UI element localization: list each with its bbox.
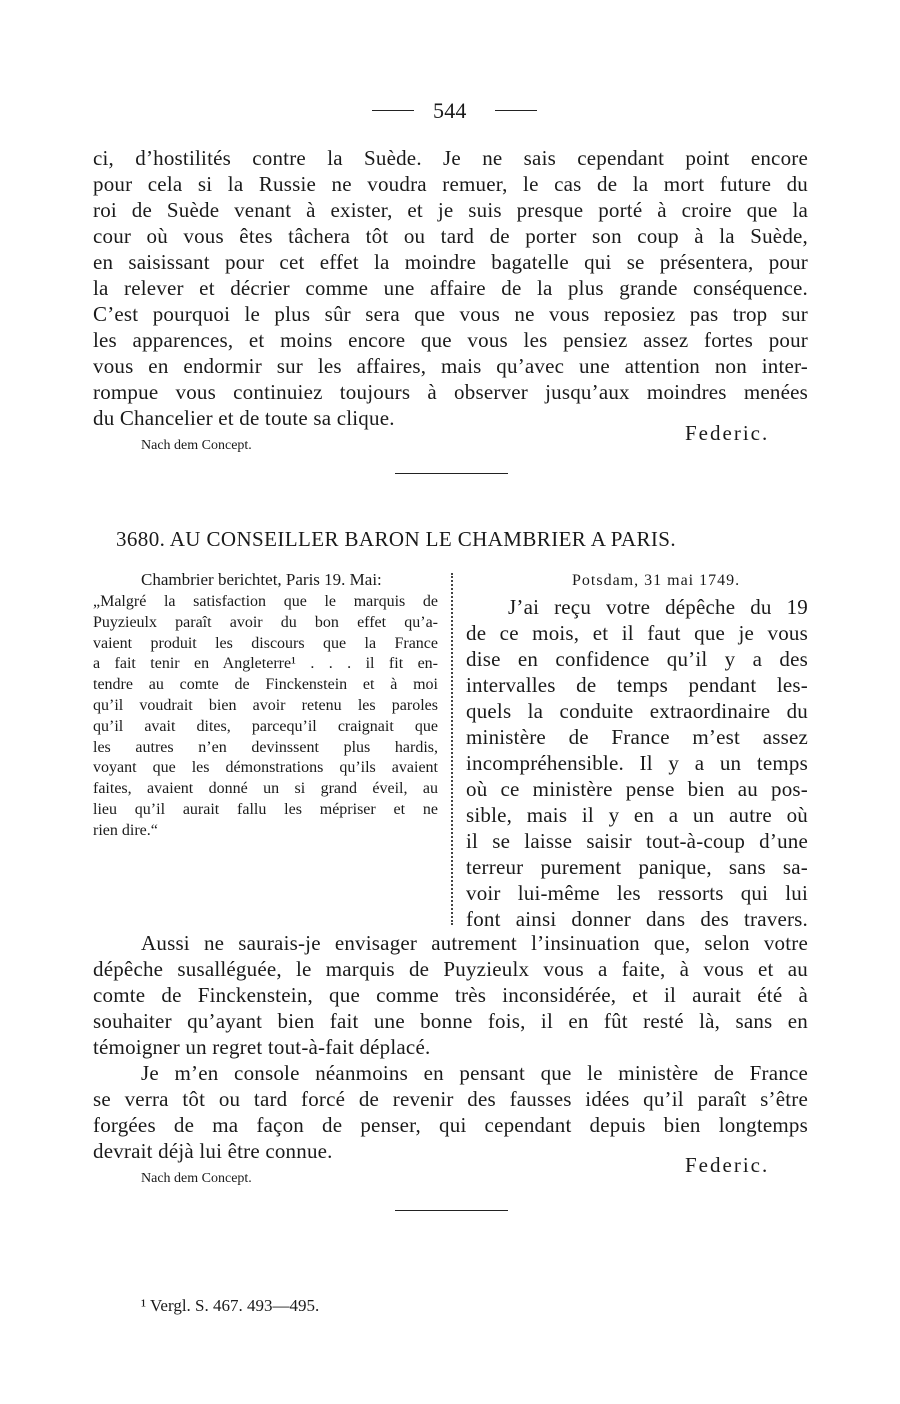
text-line: où ce ministère pense bien au pos- bbox=[466, 777, 808, 801]
note-line: lieu qu’il aurait fallu les mépriser et ne bbox=[93, 800, 438, 818]
column-separator bbox=[451, 573, 453, 925]
text-line: devrait déjà lui être connue. bbox=[93, 1139, 333, 1163]
text-line: témoigner un regret tout-à-fait déplacé. bbox=[93, 1035, 431, 1059]
text-line: vous en endormir sur les affaires, mais qu’avec une attention non inter- bbox=[93, 354, 808, 378]
note-line: a fait tenir en Angleterre¹ . . . il fit en- bbox=[93, 655, 438, 673]
text-line: ci, d’hostilités contre la Suède. Je ne sais cependant point encore bbox=[93, 146, 808, 170]
text-line: souhaiter qu’ayant bien fait une bonne fois, il en fût resté là, sans en bbox=[93, 1009, 808, 1033]
note-line: vaient produit les discours que la France bbox=[93, 634, 438, 652]
note-line: voyant que les démonstrations qu’ils avaient bbox=[93, 759, 438, 777]
text-line: il se laisse saisir tout-à-coup d’une bbox=[466, 829, 808, 853]
left-note bbox=[93, 568, 438, 842]
signature-federic: Federic. bbox=[685, 421, 770, 445]
text-line: voir lui-même les ressorts qui lui bbox=[466, 881, 808, 905]
paragraph-2 bbox=[93, 930, 808, 1060]
text-line: de ce mois, et il faut que je vous bbox=[466, 621, 808, 645]
text-line: quels la conduite extraordinaire du bbox=[466, 699, 808, 723]
right-column bbox=[466, 594, 808, 932]
note-line: Puyzieulx paraît avoir du bon effet qu’a- bbox=[93, 613, 438, 631]
concept-note: Nach dem Concept. bbox=[141, 1171, 252, 1186]
text-line: font ainsi donner dans des travers. bbox=[466, 907, 808, 931]
text-line: C’est pourquoi le plus sûr sera que vous ne vous reposiez pas trop sur bbox=[93, 302, 808, 326]
note-line: qu’il voudrait bien avoir retenu les paroles bbox=[93, 696, 438, 714]
text-line: pour cela si la Russie ne voudra remuer, le cas de la mort future du bbox=[93, 172, 808, 196]
text-line: J’ai reçu votre dépêche du 19 bbox=[508, 595, 808, 619]
text-line: dise en confidence qu’il y a des bbox=[466, 647, 808, 671]
note-line: rien dire.“ bbox=[93, 821, 158, 839]
note-line: les autres n’en devinssent plus hardis, bbox=[93, 738, 438, 756]
text-line: cour où vous êtes tâchera tôt ou tard de porter son coup à la Suède, bbox=[93, 224, 808, 248]
footnote: ¹ Vergl. S. 467. 493—495. bbox=[141, 1296, 320, 1315]
text-line: du Chancelier et de toute sa clique. bbox=[93, 406, 395, 430]
header-rule-right bbox=[495, 110, 537, 111]
paragraph-3 bbox=[93, 1060, 808, 1164]
note-line: „Malgré la satisfaction que le marquis de bbox=[93, 593, 438, 610]
letter-heading: 3680. AU CONSEILLER BARON LE CHAMBRIER A PARIS. bbox=[116, 527, 677, 551]
page-number: 544 bbox=[433, 98, 467, 123]
text-line: comte de Finckenstein, que comme très inconsidérée, et il aurait été à bbox=[93, 983, 808, 1007]
section-divider bbox=[395, 1210, 508, 1211]
text-line: en saisissant pour cet effet la moindre bagatelle qui se présentera, pour bbox=[93, 250, 808, 274]
text-line: terreur purement panique, sans sa- bbox=[466, 855, 808, 879]
top-paragraph bbox=[93, 145, 808, 431]
text-line: la relever et décrier comme une affaire de la plus grande conséquence. bbox=[93, 276, 808, 300]
text-line: les apparences, et moins encore que vous les pensiez assez fortes pour bbox=[93, 328, 808, 352]
text-line: intervalles de temps pendant les- bbox=[466, 673, 808, 697]
header-rule-left bbox=[372, 110, 414, 111]
text-line: sible, mais il y en a un autre où bbox=[466, 803, 808, 827]
note-line: Chambrier berichtet, Paris 19. Mai: bbox=[141, 570, 382, 589]
note-line: qu’il avait dites, parcequ’il craignait que bbox=[93, 717, 438, 735]
text-line: forgées de ma façon de penser, qui cependant depuis bien longtemps bbox=[93, 1113, 808, 1137]
text-line: incompréhensible. Il y a un temps bbox=[466, 751, 808, 775]
note-line: tendre au comte de Finckenstein et à moi bbox=[93, 676, 438, 694]
text-line: Je m’en console néanmoins en pensant que le ministère de France bbox=[141, 1061, 808, 1085]
concept-note: Nach dem Concept. bbox=[141, 438, 252, 453]
section-divider bbox=[395, 473, 508, 474]
signature-federic: Federic. bbox=[685, 1153, 770, 1177]
note-line: faites, avaient donné un si grand éveil, au bbox=[93, 780, 438, 798]
text-line: ministère de France m’est assez bbox=[466, 725, 808, 749]
text-line: Aussi ne saurais-je envisager autrement l’insinuation que, selon votre bbox=[141, 931, 808, 955]
text-line: dépêche susalléguée, le marquis de Puyzieulx vous a faite, à vous et au bbox=[93, 957, 808, 981]
dateline: Potsdam, 31 mai 1749. bbox=[572, 572, 741, 589]
text-line: se verra tôt ou tard forcé de revenir des fausses idées qu’il paraît s’être bbox=[93, 1087, 808, 1111]
text-line: roi de Suède venant à exister, et je suis presque porté à croire que la bbox=[93, 198, 808, 222]
text-line: rompue vous continuiez toujours à observer jusqu’aux moindres menées bbox=[93, 380, 808, 404]
